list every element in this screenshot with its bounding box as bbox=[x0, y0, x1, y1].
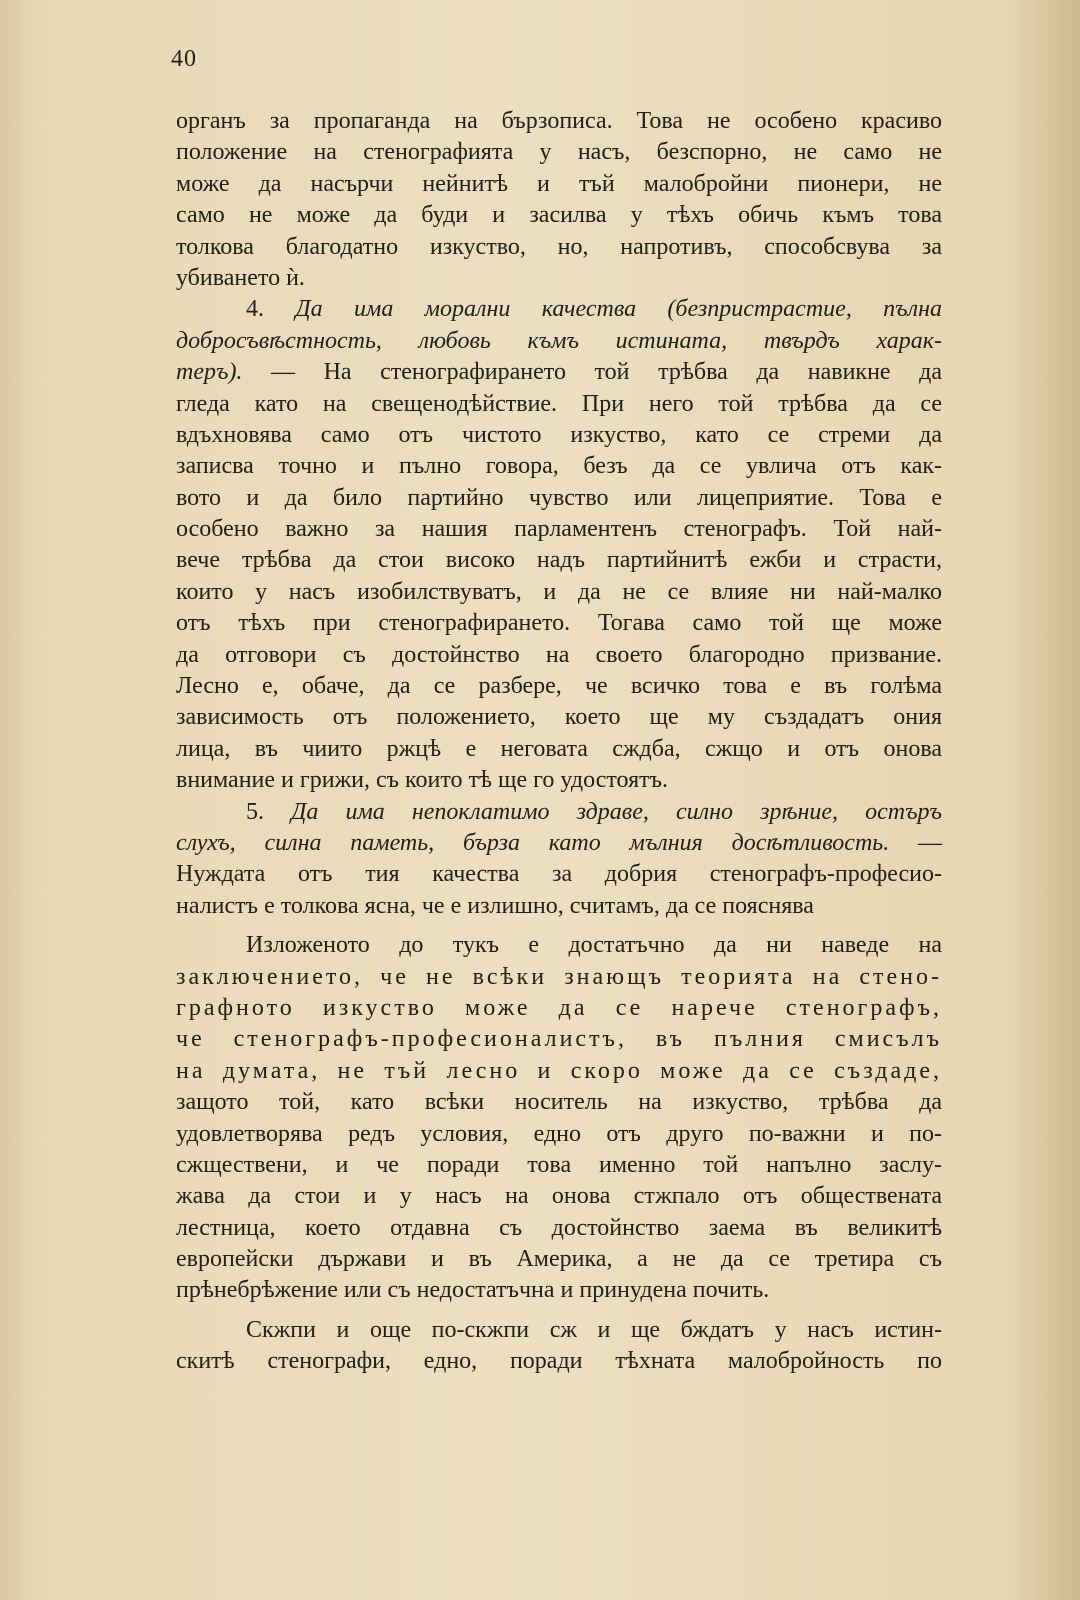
text-line: може да насърчи нейнитѣ и тъй малобройни пионери, не bbox=[176, 170, 942, 197]
item-title: теръ). bbox=[176, 359, 243, 386]
text-line: вдъхновява само отъ чистото изкуство, като се стреми да bbox=[176, 421, 942, 448]
item-5-heading bbox=[176, 797, 942, 828]
text-line: толкова благодатно изкуство, но, напротивъ, способсвува за bbox=[176, 233, 942, 260]
text-line: на думата, не тъй лесно и скоро може да се създаде, bbox=[176, 1057, 942, 1084]
text-line: графното изкуство може да се нарече стенографъ, bbox=[176, 994, 942, 1021]
text-line: налистъ е толкова ясна, че е излишно, считамъ, да се пояснява bbox=[176, 892, 814, 919]
text-line: прѣнебрѣжение или съ недостатъчна и принудена почить. bbox=[176, 1277, 770, 1304]
text-line: органъ за пропаганда на бързописа. Това не особено красиво bbox=[176, 108, 942, 134]
text-line: вото и да било партийно чувство или лицеприятие. Това е bbox=[176, 484, 942, 511]
text-line: внимание и грижи, съ които тѣ ще го удостоятъ. bbox=[176, 767, 669, 794]
text-segment: На стенографирането той трѣбва да навикне да bbox=[323, 359, 943, 386]
text-line: записва точно и пълно говора, безъ да се увлича отъ как- bbox=[176, 453, 942, 480]
text-line: лестница, което отдавна съ достойнство заема въ великитѣ bbox=[176, 1214, 942, 1241]
text-line: зависимость отъ положението, което ще му създадатъ ония bbox=[176, 704, 942, 731]
text-line: че стенографъ-професионалистъ, въ пълния смисълъ bbox=[176, 1026, 942, 1053]
text-line: положение на стенографията у насъ, безспорно, не само не bbox=[176, 139, 942, 166]
text-line: гледа като на свещенодѣйствие. При него той трѣбва да се bbox=[176, 390, 942, 417]
item-4-heading bbox=[176, 294, 942, 325]
page-number: 40 bbox=[171, 46, 197, 72]
text-line: отъ тѣхъ при стенографирането. Тогава само той ще може bbox=[176, 610, 942, 637]
text-line: само не може да буди и засилва у тѣхъ обичь къмъ това bbox=[176, 202, 942, 229]
text-line: Изложеното до тукъ е достатъчно да ни наведе на bbox=[246, 932, 942, 959]
text-line: заключението, че не всѣки знающъ теорията на стено- bbox=[176, 963, 942, 990]
item-title: добросъвѣстность, любовь къмъ истината, твърдъ харак- bbox=[176, 327, 942, 354]
text-line bbox=[176, 357, 942, 388]
item-number: 4. bbox=[246, 296, 264, 323]
text-line: скитѣ стенографи, едно, поради тѣхната малобройность по bbox=[176, 1348, 942, 1375]
text-line bbox=[176, 828, 942, 859]
text-line: лица, въ чиито ржцѣ е неговата сждба, сжщо и отъ онова bbox=[176, 735, 942, 762]
text-line: удовлетворява редъ условия, едно отъ друго по-важни и по- bbox=[176, 1120, 942, 1147]
text-line: Нуждата отъ тия качества за добрия стенографъ-професио- bbox=[176, 861, 942, 888]
text-line: жава да стои и у насъ на онова стжпало отъ обществената bbox=[176, 1183, 942, 1210]
em-dash: — bbox=[918, 829, 942, 856]
em-dash: — bbox=[271, 359, 295, 386]
item-title: слухъ, силна паметь, бърза като мълния досѣтливость. bbox=[176, 829, 890, 856]
text-line: Скжпи и още по-скжпи сж и ще бждатъ у насъ истин- bbox=[246, 1316, 942, 1343]
text-line: особено важно за нашия парламентенъ стенографъ. Той най- bbox=[176, 516, 942, 543]
body-text bbox=[176, 106, 942, 1378]
text-line: защото той, като всѣки носитель на изкуство, трѣбва да bbox=[176, 1089, 942, 1116]
text-line: убиването ѝ. bbox=[176, 264, 305, 291]
item-title: Да има морални качества (безпристрастие, пълна bbox=[295, 296, 943, 323]
text-line: да отговори съ достойнство на своето благородно призвание. bbox=[176, 641, 942, 668]
item-title: Да има непоклатимо здраве, силно зрѣние, остъръ bbox=[291, 798, 942, 825]
text-line: вече трѣбва да стои високо надъ партийнитѣ ежби и страсти, bbox=[176, 547, 942, 574]
item-number: 5. bbox=[246, 798, 264, 825]
text-line: европейски държави и въ Америка, а не да се третира съ bbox=[176, 1246, 942, 1273]
text-line: сжществени, и че поради това именно той напълно заслу- bbox=[176, 1151, 942, 1178]
text-line: Лесно е, обаче, да се разбере, че всичко това е въ голѣма bbox=[176, 673, 942, 700]
text-line: които у насъ изобилствуватъ, и да не се влияе ни най-малко bbox=[176, 578, 942, 605]
